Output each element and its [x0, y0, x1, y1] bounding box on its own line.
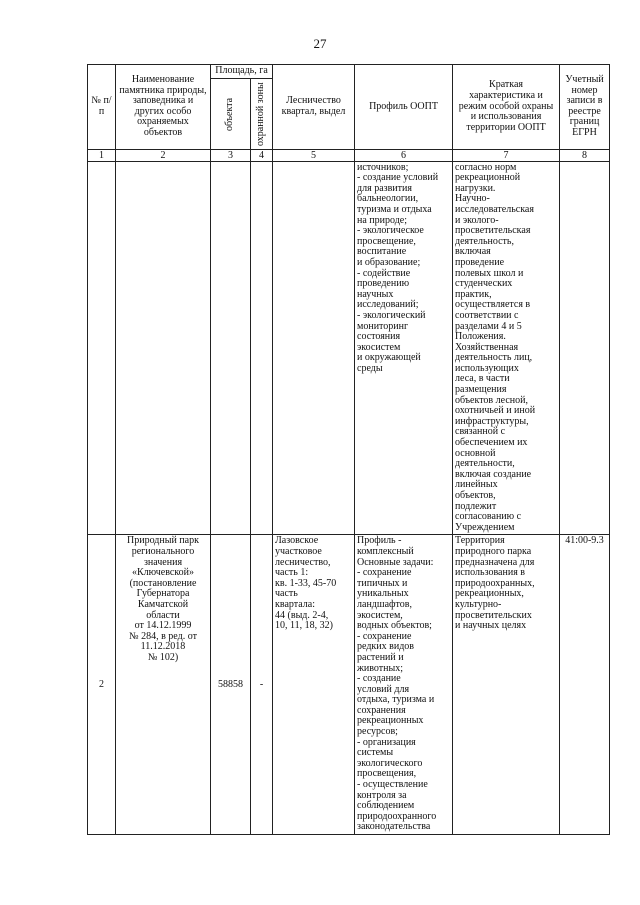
text-line: Природный парк [127, 535, 199, 547]
text-line: Учреждением [455, 521, 515, 533]
col-num: 5 [273, 149, 355, 161]
text-line: и эколого- [455, 214, 499, 226]
text-line: бальнеологии, [357, 193, 419, 205]
text-line: законодательства [357, 821, 431, 833]
header-profile: Профиль ООПТ [355, 65, 453, 150]
text-line: просвещения, [357, 768, 417, 780]
text-line: рекреационных, [455, 588, 524, 600]
text-line: культурно- [455, 598, 502, 610]
name-cell [116, 535, 211, 835]
text-line: Научно- [455, 193, 490, 205]
text-line: значения [143, 556, 183, 568]
text-line: отдыха, туризма и [357, 694, 435, 706]
text-line: водных объектов; [357, 620, 432, 632]
text-line: - организация [357, 736, 416, 748]
text-line: - создание [357, 673, 401, 685]
text-line: Губернатора [136, 588, 190, 600]
header-area-object: объекта [224, 97, 236, 131]
text-line: Хозяйственная [455, 341, 519, 353]
text-line: использования в [455, 567, 526, 579]
text-line: от 14.12.1999 [134, 620, 192, 632]
text-line: экосистем, [357, 609, 403, 621]
area-zone-cell: - [251, 535, 273, 835]
text-line: просветительских [455, 609, 532, 621]
forestry-cell [273, 535, 355, 835]
text-line: деятельности, [455, 458, 515, 470]
text-line: размещения [455, 384, 507, 396]
text-line: уникальных [357, 588, 409, 600]
text-line: 11.12.2018 [140, 641, 186, 653]
text-line: сохранения [357, 704, 406, 716]
text-line: комплексный [357, 545, 414, 557]
text-line: включая создание [455, 468, 532, 480]
text-line: - осуществление [357, 779, 428, 791]
text-line: природного парка [455, 545, 532, 557]
text-line: источников; [357, 161, 409, 173]
header-name: Наименование памятника природы, заповедника и других особо охраняемых объектов [116, 65, 211, 150]
text-line: № 102) [147, 651, 179, 663]
text-line: природоохранного [357, 810, 437, 822]
text-line: инфраструктуры, [455, 415, 529, 427]
text-line: Территория [455, 535, 505, 547]
col-num: 8 [560, 149, 610, 161]
text-line: связанной с [455, 426, 506, 438]
text-line: рекреационной [455, 172, 521, 184]
text-line: на природе; [357, 214, 408, 226]
header-forestry: Лесничество квартал, выдел [273, 65, 355, 150]
text-line: предназначена для [455, 556, 535, 568]
text-line: объектов лесной, [455, 394, 528, 406]
col-num: 6 [355, 149, 453, 161]
text-line: линейных [455, 479, 498, 491]
text-line: животных; [357, 662, 404, 674]
text-line: квартала: [275, 598, 315, 610]
header-no: № п/п [88, 65, 116, 150]
text-line: растений и [357, 651, 404, 663]
text-line: осуществляется в [455, 299, 531, 311]
text-line: согласованию с [455, 511, 522, 523]
text-line: научных [357, 288, 394, 300]
text-line: редких видов [357, 641, 415, 653]
area-object-cell: 58858 [211, 535, 251, 835]
text-line: № 284, в ред. от [129, 630, 197, 642]
text-line: 10, 11, 18, 32) [275, 620, 333, 632]
text-line: студенческих [455, 278, 513, 290]
text-line: для развития [357, 182, 412, 194]
text-line: объектов, [455, 490, 496, 501]
text-line: условий для [357, 683, 410, 695]
text-line: Лазовское [275, 535, 319, 547]
text-line: деятельность, [455, 235, 514, 247]
text-line: ресурсов; [357, 726, 398, 738]
text-line: исследовательская [455, 203, 534, 215]
col-num: 4 [251, 149, 273, 161]
header-registry: Учетный номер записи в реестре границ ЕГРН [560, 65, 610, 150]
col-num: 7 [453, 149, 560, 161]
text-line: подлежит [455, 500, 497, 512]
text-line: регионального [131, 545, 195, 557]
text-line: деятельность лиц, [455, 352, 533, 364]
text-line: просветительская [455, 225, 531, 237]
header-area: Площадь, га [211, 65, 273, 79]
profile-cell [355, 535, 453, 835]
text-line: полевых школ и [455, 267, 524, 279]
text-line: состояния [357, 331, 401, 343]
text-line: Основные задачи: [357, 556, 434, 568]
text-line: 44 (выд. 2-4, [275, 609, 329, 621]
col-num: 3 [211, 149, 251, 161]
text-line: экологического [357, 757, 423, 769]
text-line: Положения. [455, 331, 506, 343]
text-line: соблюдением [357, 800, 415, 812]
text-line: - сохранение [357, 630, 412, 642]
text-line: участковое [275, 545, 322, 557]
text-line: - экологическое [357, 225, 424, 237]
text-line: просвещение, [357, 235, 416, 247]
column-number-row [88, 149, 610, 161]
text-line: и образование; [357, 256, 421, 268]
text-line: природоохранных, [455, 577, 535, 589]
text-line: среды [357, 362, 383, 374]
text-line: проведение [455, 256, 505, 268]
text-line: типичных и [357, 577, 408, 589]
text-line: кв. 1-33, 45-70 [275, 577, 337, 589]
text-line: мониторинг [357, 320, 409, 332]
row-number: 2 [88, 535, 116, 835]
text-line: экосистем [357, 341, 401, 353]
text-line: практик, [455, 288, 492, 300]
registry-table [87, 64, 610, 835]
text-line: согласно норм [455, 161, 517, 173]
characteristic-cell [453, 161, 560, 535]
registry-cell: 41:00-9.3 [560, 535, 610, 835]
text-line: - сохранение [357, 567, 412, 579]
col-num: 2 [116, 149, 211, 161]
text-line: охотничьей и иной [455, 405, 536, 417]
text-line: часть [275, 588, 298, 600]
profile-cell [355, 161, 453, 535]
text-line: и окружающей [357, 352, 421, 364]
text-line: проведению [357, 278, 410, 290]
text-line: включая [455, 246, 491, 258]
text-line: и научных целях [455, 620, 527, 632]
text-line: нагрузки. [455, 182, 496, 194]
text-line: основной [455, 447, 496, 459]
text-line: - содействие [357, 267, 411, 279]
text-line: соответствии с [455, 309, 519, 321]
text-line: - создание условий [357, 172, 439, 184]
text-line: области [146, 609, 180, 621]
text-line: «Ключевской» [131, 567, 195, 579]
text-line: - экологический [357, 309, 426, 321]
text-line: Камчатской [137, 598, 189, 610]
text-line: лесничество, [275, 556, 331, 568]
table-row-2 [88, 535, 610, 835]
text-line: леса, в части [455, 373, 510, 385]
text-line: ландшафтов, [357, 598, 412, 610]
text-line: Профиль - [357, 535, 402, 547]
col-num: 1 [88, 149, 116, 161]
text-line: туризма и отдыха [357, 203, 432, 215]
text-line: разделами 4 и 5 [455, 320, 522, 332]
text-line: часть 1: [275, 567, 309, 579]
text-line: обеспечением их [455, 437, 528, 449]
text-line: рекреационных [357, 715, 424, 727]
text-line: использующих [455, 362, 519, 374]
text-line: воспитание [357, 246, 407, 258]
text-line: системы [357, 747, 394, 759]
text-line: (постановление [129, 577, 197, 589]
text-line: контроля за [357, 789, 407, 801]
text-line: исследований; [357, 299, 419, 311]
page-number: 27 [313, 36, 327, 51]
characteristic-cell [453, 535, 560, 835]
header-row [88, 65, 610, 79]
header-area-zone: охранной зоны [255, 81, 267, 146]
table-row-continued [88, 161, 610, 535]
header-characteristic: Краткая характеристика и режим особой охраны и использования территории ООПТ [453, 65, 560, 150]
